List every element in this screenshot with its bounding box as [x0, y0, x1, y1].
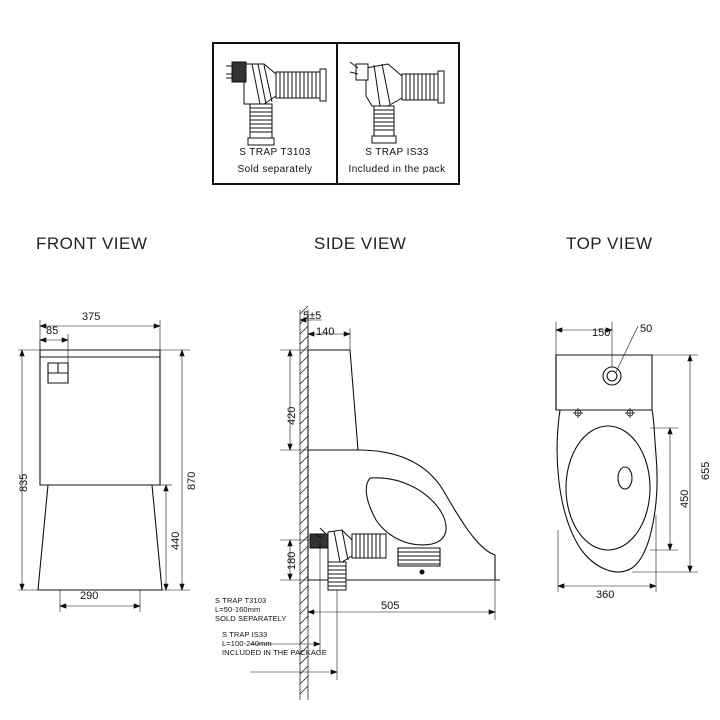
legend-t3103-line2: Sold separately	[237, 164, 313, 175]
side-view-title: SIDE VIEW	[314, 234, 407, 253]
front-dim-85: 85	[46, 325, 59, 337]
legend-t3103-line1: S TRAP T3103	[239, 147, 311, 158]
s-trap-is33-illustration	[336, 44, 460, 149]
note-t3103	[215, 596, 287, 623]
note-is33-line1: S TRAP IS33	[222, 630, 268, 639]
note-t3103-line2: L=50-160mm	[215, 605, 261, 614]
note-t3103-line1: S TRAP T3103	[215, 596, 267, 605]
legend-is33-line2: Included in the pack	[348, 164, 446, 175]
top-dim-655: 655	[700, 461, 712, 480]
top-view-drawing	[520, 300, 720, 620]
side-dim-180: 180	[286, 551, 298, 570]
top-dim-50: 50	[640, 323, 653, 335]
note-is33-line3: INCLUDED IN THE PACKAGE	[222, 648, 327, 657]
front-view-title: FRONT VIEW	[36, 234, 148, 253]
top-dim-450: 450	[679, 489, 691, 508]
trap-legend-box	[212, 42, 460, 185]
side-dim-5pm5: 5±5	[303, 310, 322, 322]
front-dim-870: 870	[186, 471, 198, 490]
legend-cell-t3103	[214, 44, 336, 183]
top-dim-360: 360	[596, 589, 615, 601]
legend-is33-line1: S TRAP IS33	[365, 147, 429, 158]
top-dim-150: 150	[592, 327, 611, 339]
side-dim-140: 140	[316, 326, 335, 338]
legend-cell-is33	[336, 44, 458, 183]
note-t3103-line3: SOLD SEPARATELY	[215, 614, 287, 623]
s-trap-t3103-illustration	[214, 44, 338, 149]
front-view-drawing	[10, 300, 230, 630]
side-dim-420: 420	[286, 406, 298, 425]
side-dim-505: 505	[381, 600, 400, 612]
top-view-title: TOP VIEW	[566, 234, 653, 253]
front-dim-290: 290	[80, 590, 99, 602]
front-dim-440: 440	[170, 531, 182, 550]
front-dim-835: 835	[18, 473, 30, 492]
front-dim-375: 375	[82, 311, 101, 323]
note-is33	[222, 630, 327, 657]
note-is33-line2: L=100-240mm	[222, 639, 272, 648]
